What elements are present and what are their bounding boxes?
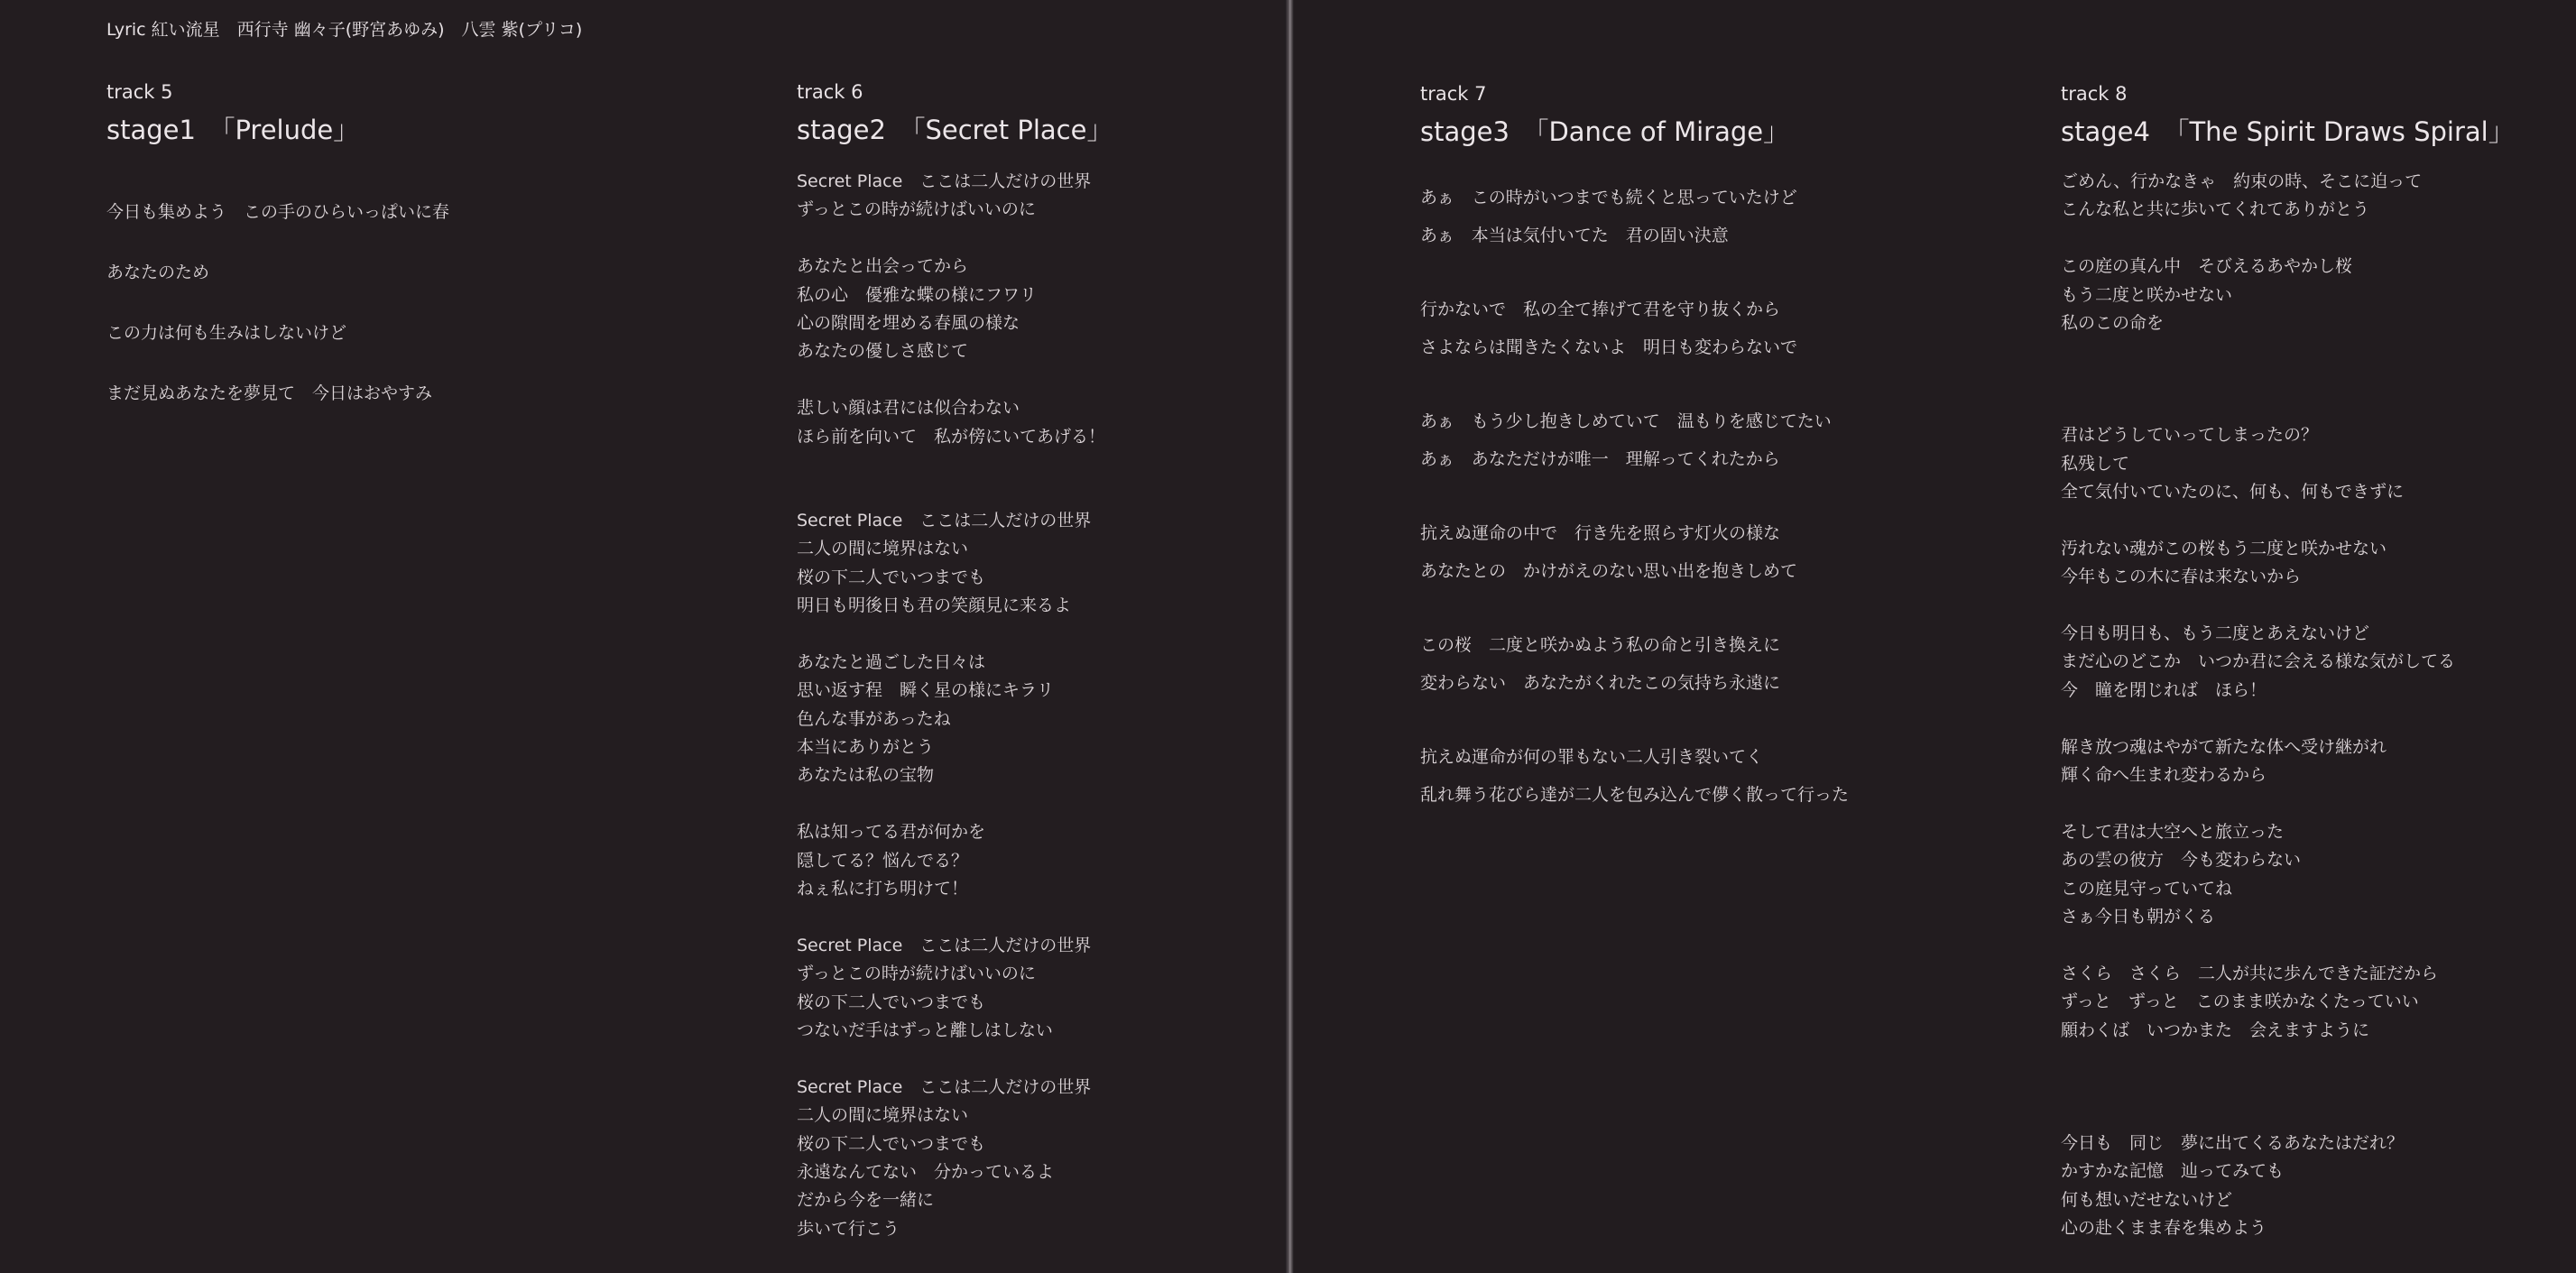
verse [797,1074,1410,1243]
lyric-line: 全て気付いていたのに、何も、何もできずに [2061,482,2405,503]
lyric-line: 今年もこの木に春は来ないから [2061,567,2302,587]
verse [1420,402,2034,478]
lyric-line: ごめん、行かなきゃ 約束の時、そこに迫って [2061,171,2423,191]
lyric-line: あなたと出会ってから [797,256,969,277]
lyric-line: 変わらない あなたがくれたこの気持ち永遠に [1420,673,1781,693]
lyric-line: 今日も集めよう この手のひらいっぱいに春 [106,202,450,222]
lyric-line: さくら さくら 二人が共に歩んできた証だから [2061,963,2439,983]
lyric-line: 抗えぬ運命が何の罪もない二人引き裂いてく [1420,747,1764,767]
track-title: stage1 「Prelude」 [106,115,360,145]
lyric-line: 解き放つ魂はやがて新たな体へ受け継がれ [2061,736,2387,757]
lyric-line: この庭の真ん中 そびえるあやかし桜 [2061,256,2353,277]
lyric-line: あの雲の彼方 今も変わらない [2061,850,2302,871]
verse [1420,291,2034,366]
lyric-line: ずっとこの時が続けばいいのに [797,964,1036,984]
track-title: stage4 「The Spirit Draws Spiral」 [2061,116,2515,147]
lyric-line: 隠してる？悩んでる？ [797,850,969,871]
track-label: track 8 [2061,83,2128,105]
lyrics [797,168,1410,1243]
lyrics [2061,168,2576,1243]
lyric-line: あなたの優しさ感じて [797,341,969,362]
lyric-line: 思い返す程 瞬く星の様にキラリ [797,680,1055,701]
verse [2061,535,2576,592]
verse [797,507,1410,621]
lyric-line: ずっとこの時が続けばいいのに [797,199,1036,220]
verse [797,168,1410,225]
verse [797,932,1410,1046]
verse [797,649,1410,790]
lyrics [1420,179,2034,814]
lyric-line: この力は何も生みはしないけど [106,323,347,343]
verse [2061,421,2576,506]
track-title: stage2 「Secret Place」 [797,115,1113,145]
lyric-line: さぁ今日も朝がくる [2061,906,2216,927]
verse [1420,514,2034,590]
lyric-line: つないだ手はずっと離しはしない [797,1019,1053,1040]
lyric-line: あなたのため [106,263,210,282]
lyric-line: Secret Place ここは二人だけの世界 [797,510,1092,530]
verse [1420,626,2034,702]
track-7-section [1420,83,2034,850]
track-title: stage3 「Dance of Mirage」 [1420,116,1790,147]
lyric-line: 桜の下二人でいつまでも [797,1133,986,1154]
lyric-line: ほら前を向いて 私が傍にいてあげる！ [797,426,1106,447]
verse [2061,620,2576,705]
lyric-line: Secret Place ここは二人だけの世界 [797,935,1092,955]
verse [2061,733,2576,790]
lyric-line: Secret Place ここは二人だけの世界 [797,171,1092,191]
lyric-line: 今日も明日も、もう二度とあえないけど [2061,623,2370,644]
lyric-line: 行かないで 私の全て捧げて君を守り抜くから [1420,300,1781,319]
lyric-line: 心の隙間を埋める春風の様な [797,312,1020,333]
track-8-section [2061,83,2576,1271]
lyric-line: あなたとの かけがえのない思い出を抱きしめて [1420,561,1798,581]
track-label: track 5 [106,81,173,103]
verse [2061,168,2576,225]
lyric-line: この庭見守っていてね [2061,878,2233,899]
lyric-line: あなたと過ごした日々は [797,651,986,672]
lyric-line: 私は知ってる君が何かを [797,822,986,843]
lyric-line: 抗えぬ運命の中で 行き先を照らす灯火の様な [1420,523,1781,543]
lyric-line: 桜の下二人でいつまでも [797,567,986,587]
lyric-line: さよならは聞きたくないよ 明日も変わらないで [1420,337,1798,357]
track-6-section [797,81,1410,1271]
lyric-line: まだ心のどこか いつか君に会える様な気がしてる [2061,651,2456,672]
lyric-line: 色んな事があったね [797,708,951,729]
lyric-line: 今日も 同じ 夢に出てくるあなたはだれ？ [2061,1132,2405,1153]
verse [1420,738,2034,814]
lyric-line: あぁ 本当は気付いてた 君の固い決意 [1420,226,1729,245]
track-5-section [106,81,720,439]
lyric-line: だから今を一緒に [797,1190,935,1211]
lyric-line: 本当にありがとう [797,737,935,758]
lyric-line: 輝く命へ生まれ変わるから [2061,765,2267,786]
lyric-line: 私残して [2061,453,2130,474]
lyric-line: 汚れない魂がこの桜もう二度と咲かせない [2061,538,2387,558]
lyric-line: 明日も明後日も君の笑顔見に来るよ [797,595,1072,616]
track-label: track 6 [797,81,863,103]
lyric-line: まだ見ぬあなたを夢見て 今日はおやすみ [106,383,433,403]
lyric-line: こんな私と共に歩いてくれてありがとう [2061,199,2370,220]
lyric-line: 乱れ舞う花びら達が二人を包み込んで儚く散って行った [1420,785,1850,805]
verse [797,818,1410,903]
lyric-line: 心の赴くまま春を集めよう [2061,1218,2267,1239]
lyric-line: 今 瞳を閉じれば ほら！ [2061,679,2267,700]
lyric-line: 悲しい顔は君には似合わない [797,398,1020,419]
lyric-line: 二人の間に境界はない [797,539,969,559]
verse [797,253,1410,366]
verse [797,394,1410,451]
lyric-line: 二人の間に境界はない [797,1105,969,1126]
lyric-line: あぁ この時がいつまでも続くと思っていたけど [1420,188,1797,208]
verse [2061,1130,2576,1243]
lyric-line: 私のこの命を [2061,312,2165,333]
lyric-line: ずっと ずっと このまま咲かなくたっていい [2061,992,2419,1012]
lyric-line: あぁ あなただけが唯一 理解ってくれたから [1420,449,1780,469]
lyric-line: あなたは私の宝物 [797,765,935,786]
lyric-line: ねぇ私に打ち明けて！ [797,878,969,899]
verse [2061,818,2576,932]
lyric-line: 願わくば いつかまた 会えますように [2061,1019,2370,1040]
lyric-line: そして君は大空へと旅立った [2061,821,2285,842]
verse [2061,960,2576,1045]
lyric-line: 永遠なんてない 分かっているよ [797,1161,1055,1182]
verse [1420,179,2034,254]
verse [2061,253,2576,337]
lyric-line: この桜 二度と咲かぬよう私の命と引き換えに [1420,635,1781,655]
lyric-line: 君はどうしていってしまったの？ [2061,425,2319,446]
lyric-line: あぁ もう少し抱きしめていて 温もりを感じてたい [1420,411,1832,431]
lyric-line: 私の心 優雅な蝶の様にフワリ [797,284,1038,305]
lyric-line: かすかな記憶 辿ってみても [2061,1161,2285,1182]
lyric-line: もう二度と咲かせない [2061,284,2233,305]
track-label: track 7 [1420,83,1487,105]
verse [106,198,720,439]
lyric-line: Secret Place ここは二人だけの世界 [797,1076,1092,1097]
lyric-credit: Lyric 紅い流星 西行寺 幽々子(野宮あゆみ) 八雲 紫(プリコ) [106,20,583,40]
lyrics [106,198,720,439]
lyric-line: 何も想いだせないけど [2061,1189,2233,1210]
lyric-line: 歩いて行こう [797,1218,900,1239]
lyric-line: 桜の下二人でいつまでも [797,992,986,1012]
